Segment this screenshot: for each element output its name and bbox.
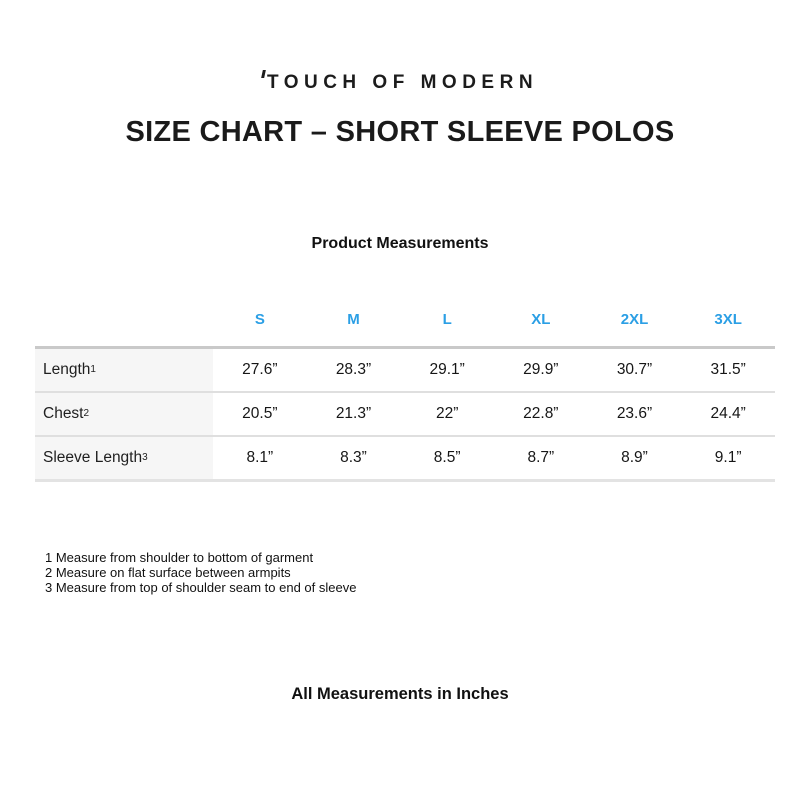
row-label-chest: Chest 2 [35, 393, 213, 435]
brand-logo-text: TOUCH OF MODERN [266, 72, 539, 93]
value-cell: 22.8” [523, 405, 559, 422]
value-cell: 22” [435, 405, 459, 422]
value-cell: 23.6” [616, 405, 653, 422]
logo-tick-icon [261, 70, 266, 78]
size-header-xl: XL [531, 310, 551, 328]
value-cell: 21.3” [335, 405, 372, 422]
page-title: SIZE CHART – SHORT SLEEVE POLOS [125, 116, 675, 148]
size-header-l: L [442, 310, 452, 328]
size-header-s: S [254, 310, 265, 328]
size-header-m: M [347, 310, 360, 328]
row-label-text: Length [43, 361, 91, 378]
footnote-3: 3 Measure from top of shoulder seam to end of sleeve [45, 580, 357, 595]
table-row-sleeve-length [35, 437, 775, 479]
brand-logo [0, 70, 800, 94]
value-cell: 30.7” [616, 361, 653, 378]
row-label-text: Sleeve Length [43, 449, 143, 466]
section-heading: Product Measurements [311, 235, 489, 252]
units-note: All Measurements in Inches [291, 685, 509, 703]
value-cell: 8.5” [433, 449, 461, 466]
value-cell: 31.5” [710, 361, 746, 378]
value-cell: 8.1” [246, 449, 274, 466]
row-label-length: Length 1 [35, 349, 213, 391]
row-label-text: Chest [43, 405, 84, 422]
footnote-2: 2 Measure on flat surface between armpits [45, 565, 291, 580]
table-row-length [35, 349, 775, 393]
value-cell: 8.7” [527, 449, 555, 466]
value-cell: 8.9” [621, 449, 648, 466]
row-label-sleeve-length: Sleeve Length 3 [35, 437, 213, 479]
value-cell: 9.1” [714, 449, 742, 466]
table-body [35, 346, 775, 482]
value-cell: 27.6” [242, 361, 278, 378]
value-cell: 29.1” [429, 361, 465, 378]
size-header-row [35, 307, 775, 331]
size-header-3xl: 3XL [714, 310, 742, 328]
size-header-2xl: 2XL [620, 310, 649, 328]
value-cell: 28.3” [335, 361, 372, 378]
value-cell: 8.3” [340, 449, 367, 466]
footnote-1: 1 Measure from shoulder to bottom of garment [45, 550, 314, 565]
footnotes-block [45, 550, 800, 595]
value-cell: 24.4” [710, 405, 746, 422]
value-cell: 29.9” [523, 361, 559, 378]
size-chart-table [35, 307, 775, 482]
value-cell: 20.5” [242, 405, 278, 422]
table-row-chest [35, 393, 775, 437]
